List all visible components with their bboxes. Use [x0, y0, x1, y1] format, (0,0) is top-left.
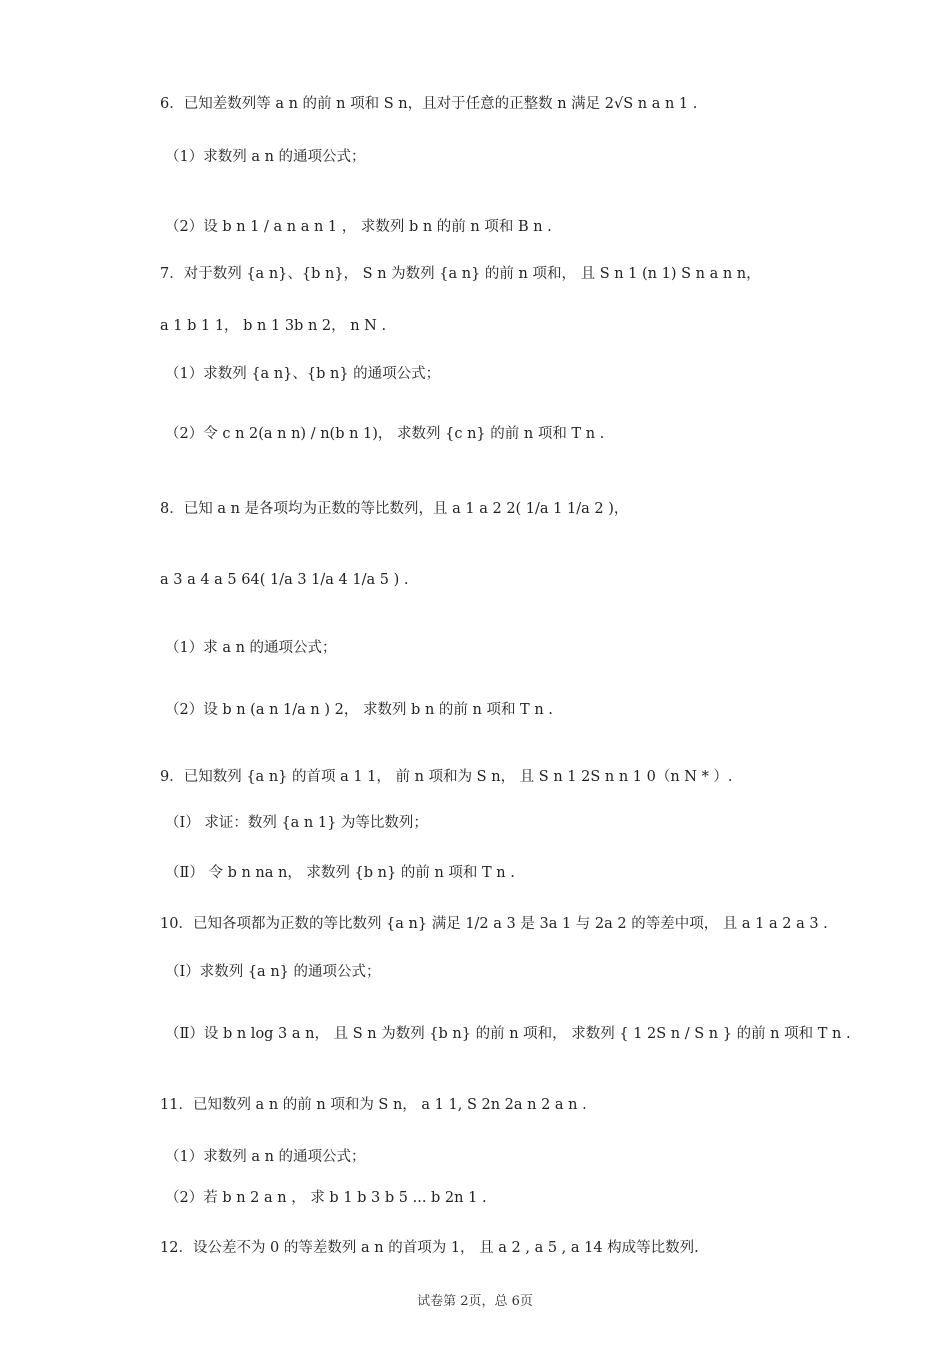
problem-10-stem: 10．已知各项都为正数的等比数列 {a n} 满足 1/2 a 3 是 3a 1 与 2a 2 的等差中项， 且 a 1 a 2 a 3 .: [160, 916, 828, 932]
problem-7-part-2: （2）令 c n 2(a n n) / n(b n 1)， 求数列 {c n} 的前 n 项和 T n .: [165, 426, 605, 442]
problem-12-stem: 12．设公差不为 0 的等差数列 a n 的首项为 1， 且 a 2 , a 5 , a 14 构成等比数列.: [160, 1240, 699, 1256]
problem-8-condition: a 3 a 4 a 5 64( 1/a 3 1/a 4 1/a 5 ) .: [160, 572, 409, 588]
problem-7-part-1: （1）求数列 {a n}、{b n} 的通项公式；: [165, 366, 441, 382]
problem-7-condition: a 1 b 1 1， b n 1 3b n 2， n N .: [160, 318, 387, 334]
problem-8-part-1: （1）求 a n 的通项公式；: [165, 640, 337, 656]
problem-10-part-1: （Ⅰ）求数列 {a n} 的通项公式；: [165, 964, 381, 980]
problem-6-part-1: （1）求数列 a n 的通项公式；: [165, 149, 366, 165]
problem-8-stem: 8．已知 a n 是各项均为正数的等比数列，且 a 1 a 2 2( 1/a 1 1/a 2 )，: [160, 501, 629, 517]
problem-9-part-2: （Ⅱ） 令 b n na n， 求数列 {b n} 的前 n 项和 T n .: [165, 865, 515, 881]
problem-6-stem: [160, 92, 697, 113]
page-footer: 试卷第 2页，总 6页: [417, 1294, 533, 1309]
problem-11-stem: 11．已知数列 a n 的前 n 项和为 S n， a 1 1, S 2n 2a n 2 a n .: [160, 1097, 587, 1113]
problem-11-part-1: （1）求数列 a n 的通项公式；: [165, 1149, 366, 1165]
problem-6-part-2: （2）设 b n 1 / a n a n 1 ， 求数列 b n 的前 n 项和 B n .: [165, 219, 552, 235]
problem-9-part-1: （Ⅰ） 求证：数列 {a n 1} 为等比数列；: [165, 815, 428, 831]
problem-11-part-2: （2）若 b n 2 a n ， 求 b 1 b 3 b 5 ... b 2n 1 .: [165, 1190, 487, 1206]
problem-6-condition: a n 的前 n 项和 S n，且对于任意的正整数 n 满足 2√S n a n 1 .: [275, 96, 698, 112]
problem-8-part-2: （2）设 b n (a n 1/a n ) 2， 求数列 b n 的前 n 项和 T n .: [165, 702, 553, 718]
problem-6-number: 6．已知差数列等: [160, 96, 271, 112]
problem-7-stem: 7．对于数列 {a n}、{b n}， S n 为数列 {a n} 的前 n 项和， 且 S n 1 (n 1) S n a n n，: [160, 266, 761, 282]
problem-9-stem: 9．已知数列 {a n} 的首项 a 1 1， 前 n 项和为 S n， 且 S n 1 2S n n 1 0（n N * ）.: [160, 769, 733, 785]
problem-10-part-2: （Ⅱ）设 b n log 3 a n， 且 S n 为数列 {b n} 的前 n 项和， 求数列 { 1 2S n / S n } 的前 n 项和 T n .: [165, 1026, 851, 1042]
